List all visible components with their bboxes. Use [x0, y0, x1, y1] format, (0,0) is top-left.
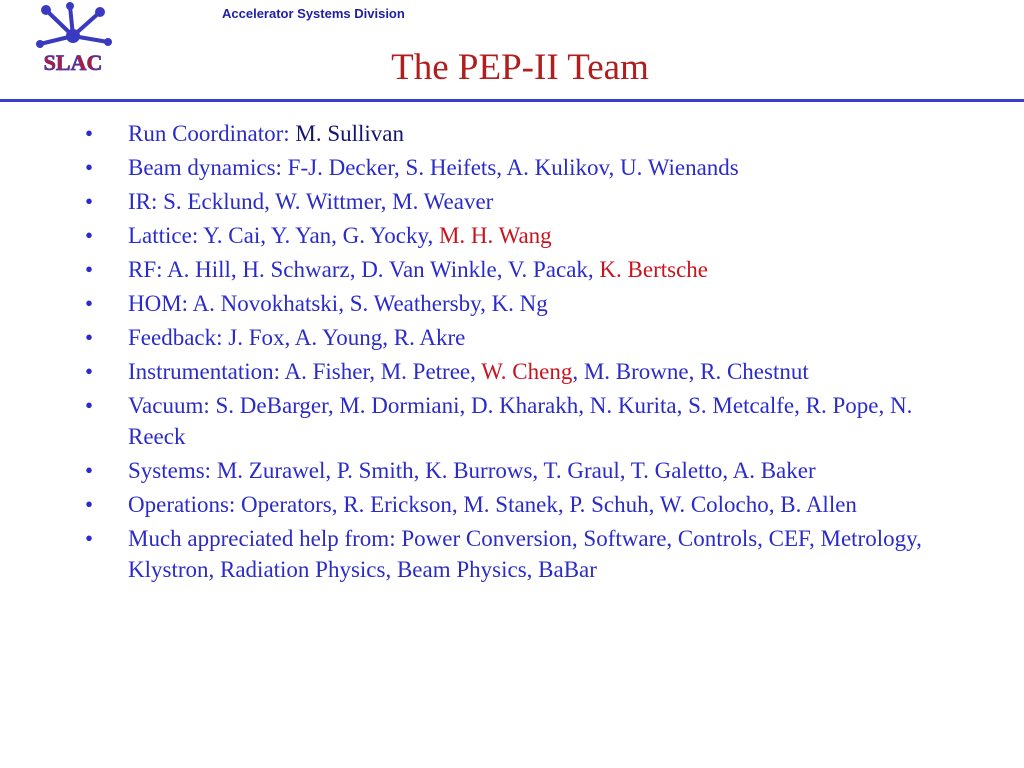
bullet-dot: • [85, 291, 94, 316]
header-divider [0, 99, 1024, 102]
bullet-dot: • [85, 121, 94, 146]
bullet-dot: • [85, 257, 94, 282]
list-item-text: Much appreciated help from: Power Conversion, Software, Controls, CEF, Metrology, Klystron, Radiation Physics, Beam Physics, BaBar [128, 526, 922, 582]
list-item [85, 322, 945, 353]
bullet-dot: • [85, 526, 94, 551]
list-item-text: K. Bertsche [599, 257, 708, 282]
bullet-dot: • [85, 359, 94, 384]
list-item-text: , M. Browne, R. Chestnut [572, 359, 809, 384]
list-item-text: W. Cheng [481, 359, 573, 384]
list-item-text: Instrumentation: A. Fisher, M. Petree, [128, 359, 482, 384]
list-item [85, 390, 945, 452]
bullet-dot: • [85, 325, 94, 350]
list-item-text: IR: S. Ecklund, W. Wittmer, M. Weaver [128, 189, 494, 214]
list-item-text: M. H. Wang [438, 223, 552, 248]
list-item-text: M. Sullivan [295, 121, 405, 146]
team-list [85, 118, 945, 588]
division-label: Accelerator Systems Division [222, 6, 405, 21]
list-item [85, 220, 945, 251]
list-item [85, 118, 945, 149]
bullet-dot: • [85, 492, 94, 517]
svg-text:SLAC: SLAC [43, 50, 103, 75]
bullet-dot: • [85, 458, 94, 483]
list-item-text: Operations: Operators, R. Erickson, M. Stanek, P. Schuh, W. Colocho, B. Allen [128, 492, 857, 517]
bullet-dot: • [85, 189, 94, 214]
list-item [85, 455, 945, 486]
bullet-dot: • [85, 223, 94, 248]
list-item [85, 152, 945, 183]
list-item [85, 489, 945, 520]
list-item-text: RF: A. Hill, H. Schwarz, D. Van Winkle, V. Pacak, [128, 257, 600, 282]
list-item-text: Beam dynamics: F-J. Decker, S. Heifets, A. Kulikov, U. Wienands [128, 155, 739, 180]
page-title: The PEP-II Team [391, 47, 649, 88]
list-item-text: Systems: M. Zurawel, P. Smith, K. Burrows, T. Graul, T. Galetto, A. Baker [128, 458, 816, 483]
list-item-text: HOM: A. Novokhatski, S. Weathersby, K. Ng [128, 291, 548, 316]
list-item-text: Feedback: J. Fox, A. Young, R. Akre [128, 325, 466, 350]
list-item [85, 186, 945, 217]
list-item-text: Run Coordinator: [128, 121, 296, 146]
list-item-text: Vacuum: S. DeBarger, M. Dormiani, D. Kharakh, N. Kurita, S. Metcalfe, R. Pope, N. Reeck [128, 393, 913, 449]
list-item [85, 356, 945, 387]
bullet-dot: • [85, 155, 94, 180]
list-item [85, 523, 945, 585]
list-item [85, 254, 945, 285]
list-item-text: Lattice: Y. Cai, Y. Yan, G. Yocky, [128, 223, 439, 248]
list-item [85, 288, 945, 319]
bullet-dot: • [85, 393, 94, 418]
